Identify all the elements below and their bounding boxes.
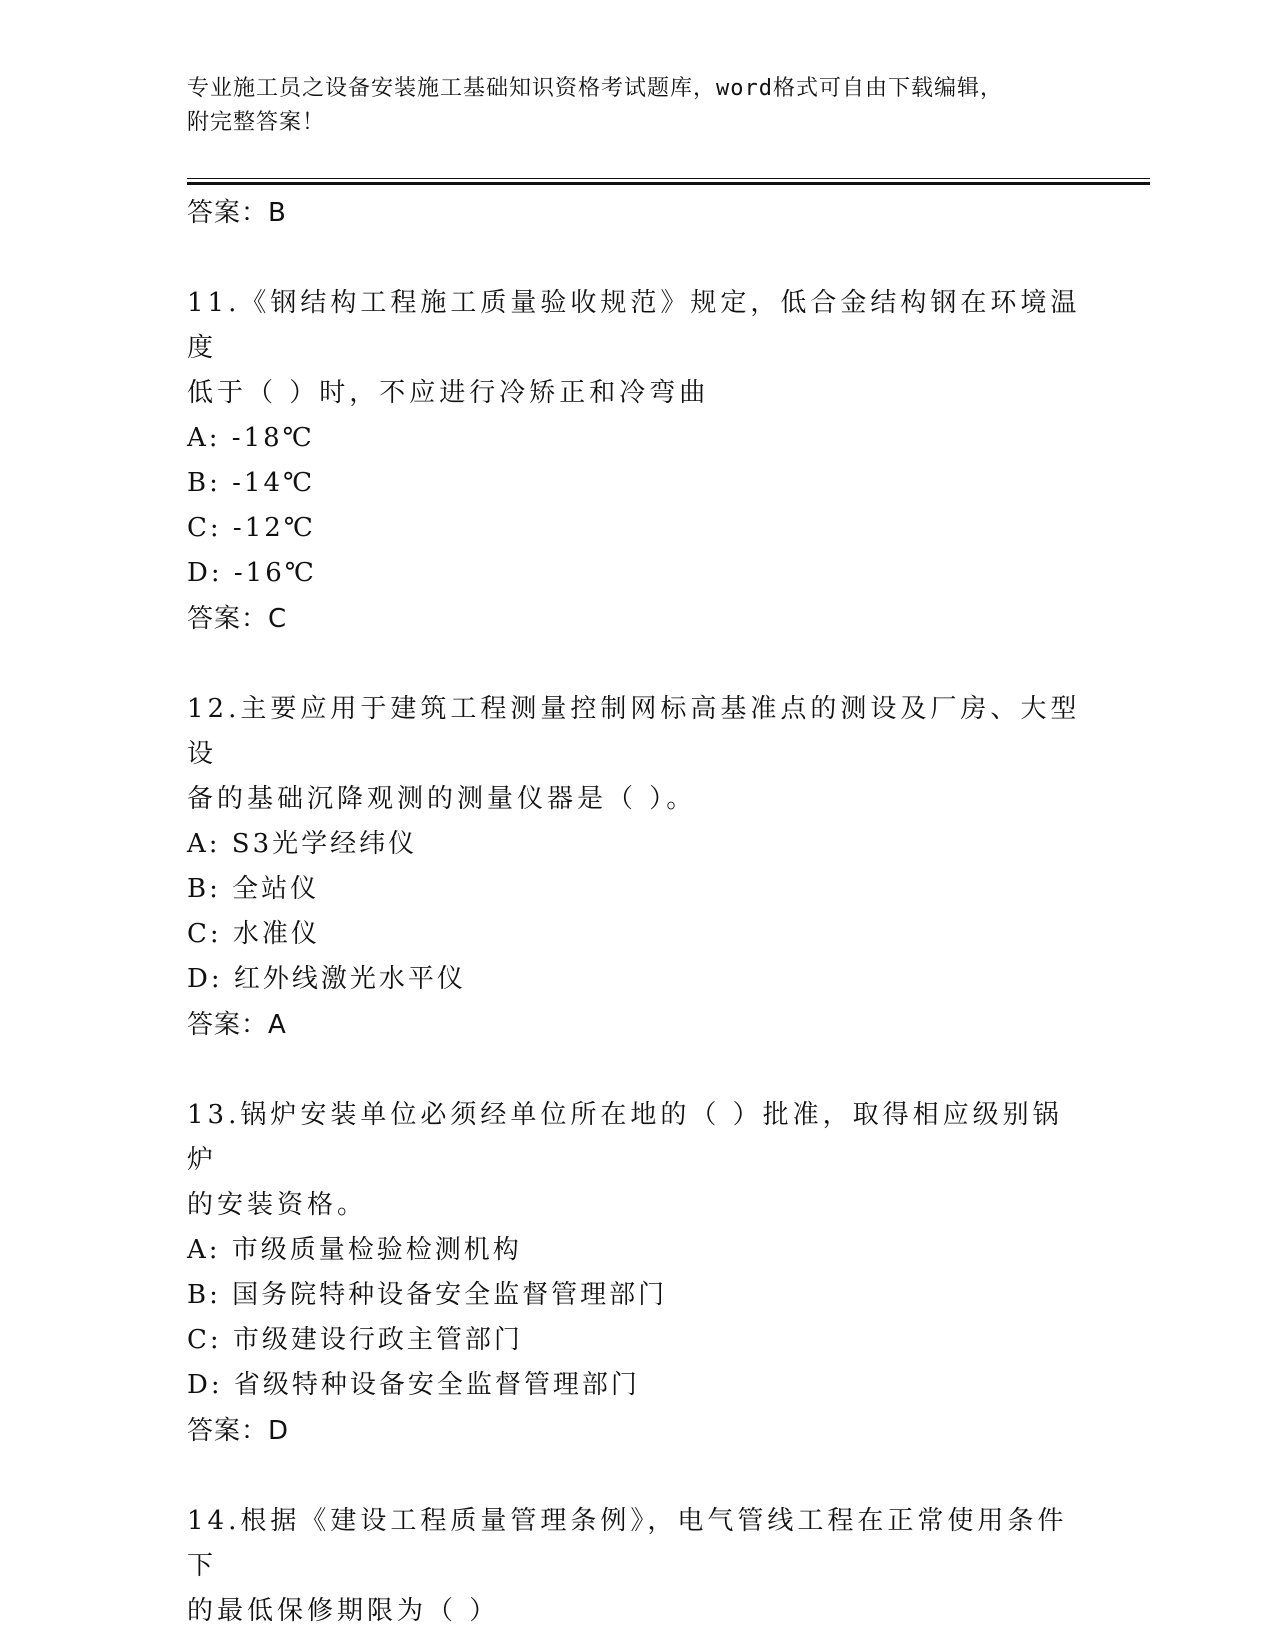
option-d: D: 红外线激光水平仪	[187, 964, 466, 994]
header-line-2: 附完整答案！	[187, 110, 326, 135]
option-c: C: -12℃	[187, 513, 316, 543]
previous-answer: 答案：B	[187, 198, 287, 228]
question-stem-line: 12.主要应用于建筑工程测量控制网标高基准点的测设及厂房、大型设	[187, 694, 1081, 769]
option-b: B: -14℃	[187, 468, 316, 498]
question-stem-line: 14.根据《建设工程质量管理条例》，电气管线工程在正常使用条件下	[187, 1506, 1068, 1581]
question-stem-line: 的最低保修期限为（ ）	[187, 1596, 500, 1626]
question-stem-line: 低于（ ）时，不应进行冷矫正和冷弯曲	[187, 378, 710, 408]
answer-line: 答案：D	[187, 1416, 290, 1446]
answer-line: 答案：A	[187, 1010, 287, 1040]
option-a: A: 市级质量检验检测机构	[187, 1235, 522, 1265]
header-line-1: 专业施工员之设备安装施工基础知识资格考试题库，word格式可自由下载编辑，	[187, 76, 1003, 101]
option-b: B: 国务院特种设备安全监督管理部门	[187, 1280, 668, 1310]
question-13	[187, 1093, 1087, 1454]
question-stem-line: 13.锅炉安装单位必须经单位所在地的（ ）批准，取得相应级别锅炉	[187, 1100, 1063, 1175]
option-a: A: S3光学经纬仪	[187, 829, 418, 859]
option-d: D: 省级特种设备安全监督管理部门	[187, 1370, 640, 1400]
document-header	[187, 72, 1087, 140]
header-divider-thick	[187, 182, 1150, 185]
option-c: C: 水准仪	[187, 919, 320, 949]
answer-line: 答案：C	[187, 604, 288, 634]
question-stem-line: 11.《钢结构工程施工质量验收规范》规定，低合金结构钢在环境温度	[187, 288, 1081, 363]
option-a: A: -18℃	[187, 423, 315, 453]
question-stem-line: 备的基础沉降观测的测量仪器是（ ）。	[187, 784, 697, 814]
question-14	[187, 1499, 1087, 1634]
option-b: B: 全站仪	[187, 874, 320, 904]
question-11	[187, 281, 1087, 642]
question-stem-line: 的安装资格。	[187, 1190, 368, 1220]
option-c: C: 市级建设行政主管部门	[187, 1325, 523, 1355]
option-d: D: -16℃	[187, 558, 317, 588]
question-12	[187, 687, 1087, 1048]
header-divider-thin	[187, 178, 1150, 179]
question-list	[187, 190, 1087, 1634]
